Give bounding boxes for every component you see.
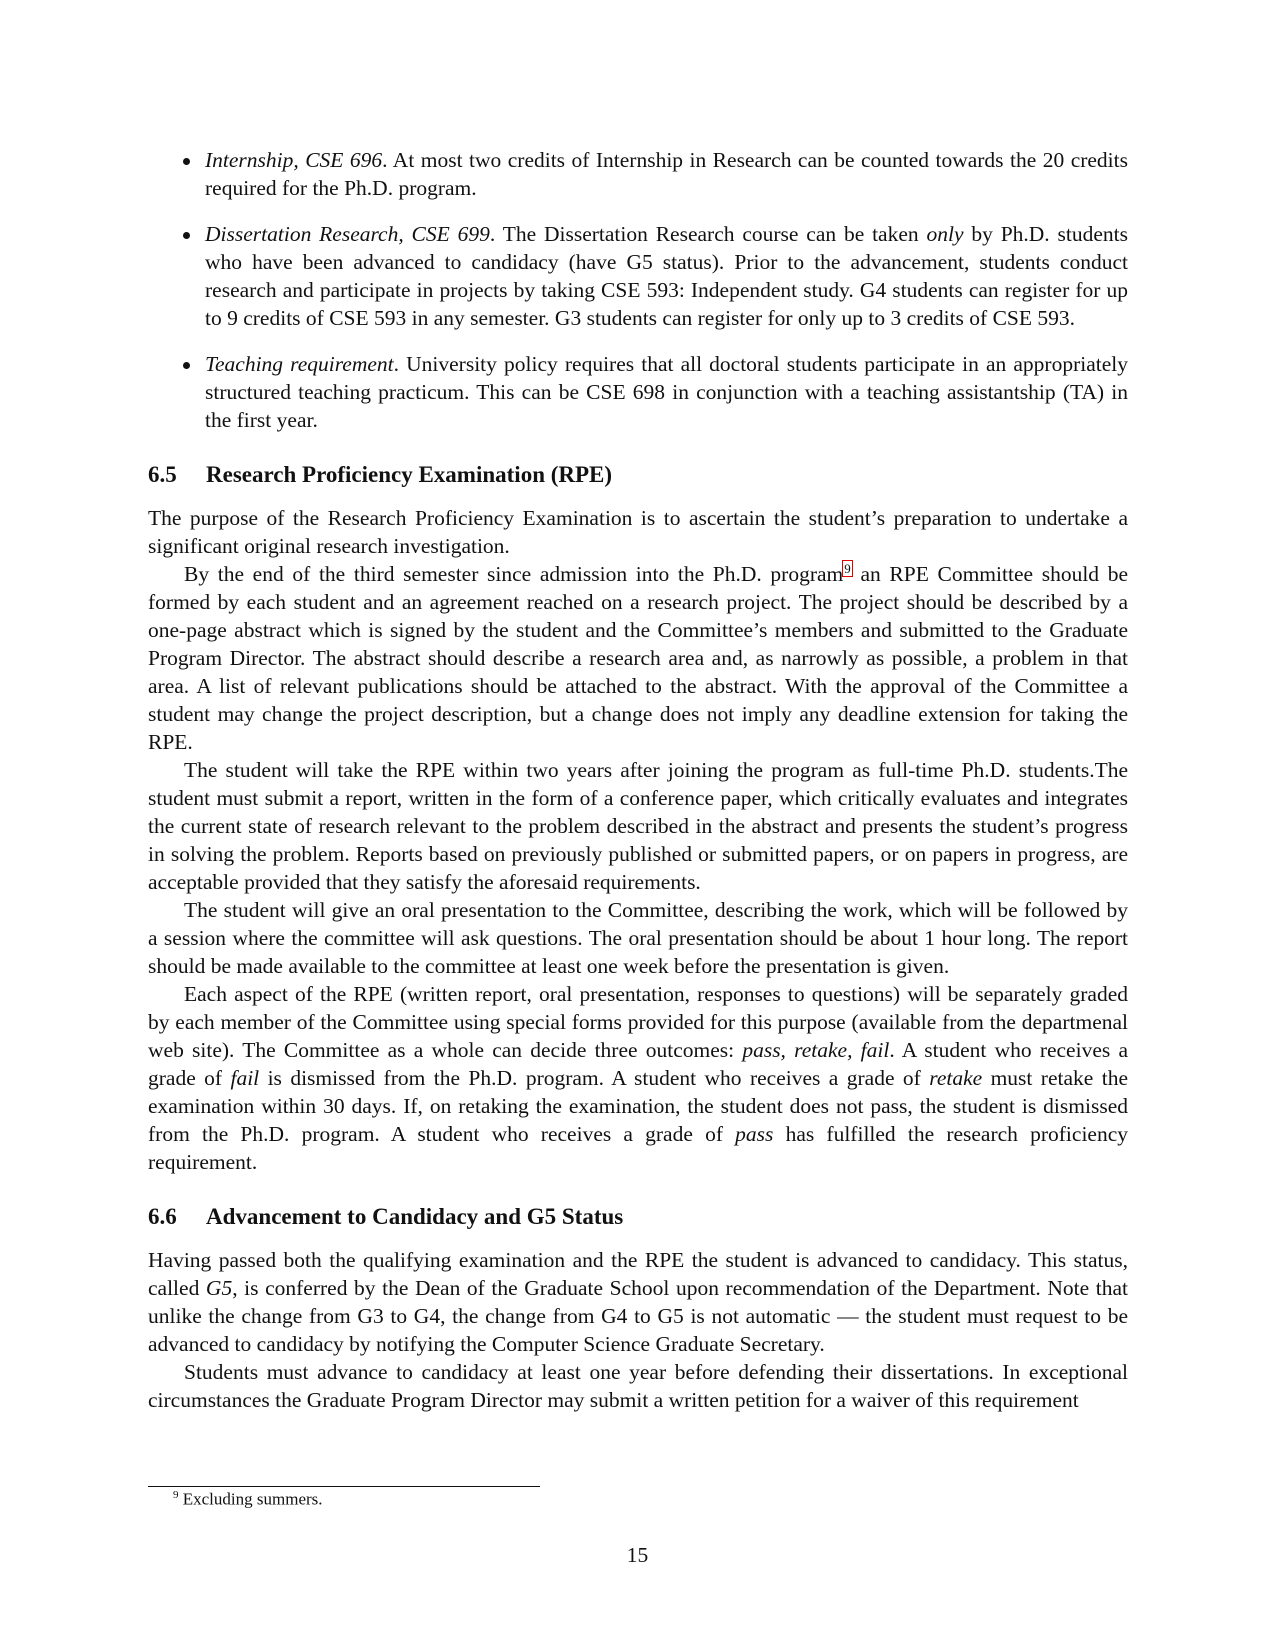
list-item-internship: Internship, CSE 696. At most two credits of Internship in Research can be counted towards the 20 credits required for the Ph.D. program. bbox=[148, 146, 1128, 202]
paragraph: Each aspect of the RPE (written report, oral presentation, responses to questions) will be separately graded by each member of the Committee using special forms provided for this purpose (available from the departmenal web site). The Committee as a whole can decide three outcomes: pass, retake, fail. A student who receives a grade of fail is dismissed from the Ph.D. program. A student who receives a grade of retake must retake the examination within 30 days. If, on retaking the examination, the student does not pass, the student is dismissed from the Ph.D. program. A student who receives a grade of pass has fulfilled the research proficiency requirement. bbox=[148, 982, 1128, 1174]
page-number: 15 bbox=[626, 1543, 649, 1567]
bullet-icon bbox=[183, 232, 190, 239]
term: Internship, CSE 696 bbox=[205, 148, 383, 172]
term: Dissertation Research, CSE 699 bbox=[205, 222, 490, 246]
bullet-icon bbox=[183, 362, 190, 369]
section-heading-6-6: 6.6 Advancement to Candidacy and G5 Status bbox=[148, 1204, 624, 1229]
list-item-dissertation: Dissertation Research, CSE 699. The Dissertation Research course can be taken only by Ph.D. students who have been advanced to candidacy (have G5 status). Prior to the advancement, students conduct research and participate in projects by taking CSE 593: Independent study. G4 students can register for up to 9 credits of CSE 593 in any semester. G3 students can register for only up to 3 credits of CSE 593. bbox=[148, 220, 1128, 332]
footnote: $^9$ Excluding summers. bbox=[173, 1489, 323, 1509]
page-body bbox=[148, 146, 1128, 1414]
list-item-teaching: Teaching requirement. University policy requires that all doctoral students participate in an appropriately structured teaching practicum. This can be CSE 698 in conjunction with a teaching assistantship (TA) in the first year. bbox=[148, 350, 1128, 434]
footnote-link[interactable]: 9 bbox=[844, 560, 851, 576]
paragraph: The student will give an oral presentation to the Committee, describing the work, which will be followed by a session where the committee will ask questions. The oral presentation should be about 1 hour long. The report should be made available to the committee at least one week before the presentation is given. bbox=[148, 898, 1128, 978]
paragraph: Having passed both the qualifying examination and the RPE the student is advanced to candidacy. This status, called G5, is conferred by the Dean of the Graduate School upon recommendation of the Department. Note that unlike the change from G3 to G4, the change from G4 to G5 is not automatic — the student must request to be advanced to candidacy by notifying the Computer Science Graduate Secretary. bbox=[148, 1248, 1129, 1356]
section-heading-6-5: 6.5 Research Proficiency Examination (RPE) bbox=[148, 462, 613, 487]
paragraph: By the end of the third semester since admission into the Ph.D. program$^9$ an RPE Committee should be formed by each student and an agreement reached on a research project. The project should be described by a one-page abstract which is signed by the student and the Committee’s members and submitted to the Graduate Program Director. The abstract should describe a research area and, as narrowly as possible, a problem in that area. A list of relevant publications should be attached to the abstract. With the approval of the Committee a student may change the project description, but a change does not imply any deadline extension for taking the RPE. bbox=[148, 560, 1128, 754]
requirements-list bbox=[148, 146, 1128, 434]
paragraph: The purpose of the Research Proficiency Examination is to ascertain the student’s preparation to undertake a significant original research investigation. bbox=[148, 506, 1128, 558]
paragraph: The student will take the RPE within two years after joining the program as full-time Ph.D. students.The student must submit a report, written in the form of a conference paper, which critically evaluates and integrates the current state of research relevant to the problem described in the abstract and presents the student’s progress in solving the problem. Reports based on previously published or submitted papers, or on papers in progress, are acceptable provided that they satisfy the aforesaid requirements. bbox=[148, 758, 1128, 894]
footnote-divider bbox=[148, 1486, 540, 1487]
term: Teaching requirement bbox=[205, 352, 394, 376]
bullet-icon bbox=[183, 158, 190, 165]
paragraph: Students must advance to candidacy at least one year before defending their dissertations. In exceptional circumstances the Graduate Program Director may submit a written petition for a waiver of this requirement bbox=[148, 1360, 1128, 1412]
